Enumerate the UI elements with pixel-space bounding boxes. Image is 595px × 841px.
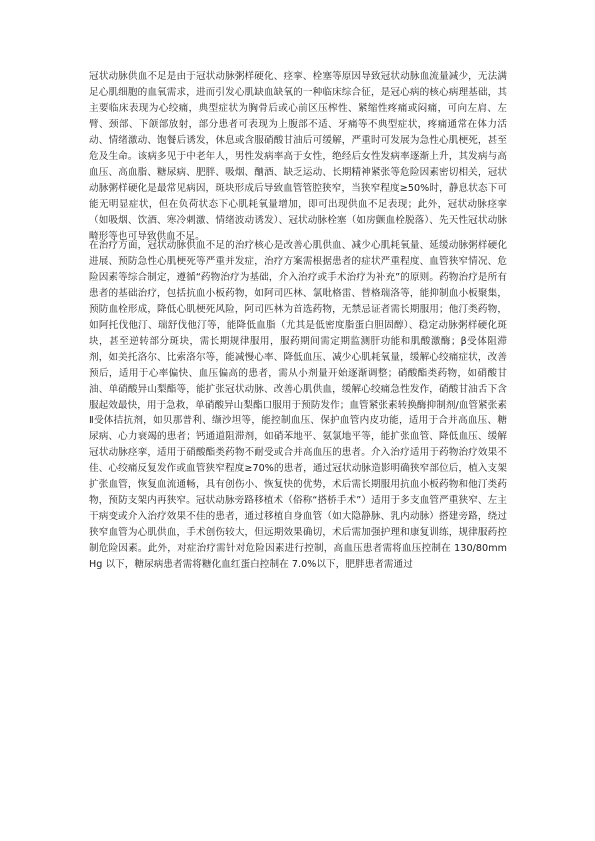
paragraph-etiology: 冠状动脉供血不足是由于冠状动脉粥样硬化、痉挛、栓塞等原因导致冠状动脉血流量减少，无法满足心肌细胞的血氧需求，进而引发心肌缺血缺氧的一种临床综合征，是冠心病的核心病理基础，其主要临床表现为心绞痛，典型症状为胸骨后或心前区压榨性、紧缩性疼痛或闷痛，可向左肩、左臂、颈部、下颌部放射，部分患者可表现为上腹部不适、牙痛等不典型症状，疼痛通常在体力活动、情绪激动、饱餐后诱发，休息或含服硝酸甘油后可缓解，严重时可发展为急性心肌梗死，甚至危及生命。该病多见于中老年人，男性发病率高于女性，绝经后女性发病率逐渐上升，其发病与高血压、高血脂、糖尿病、肥胖、吸烟、酗酒、缺乏运动、长期精神紧张等危险因素密切相关，冠状动脉粥样硬化是最常见病因，斑块形成后导致血管管腔狭窄，当狭窄程度≥50%时，静息状态下可能无明显症状，但在负荷状态下心肌耗氧量增加，即可出现供血不足表现；此外，冠状动脉痉挛（如吸烟、饮酒、寒冷刺激、情绪波动诱发）、冠状动脉栓塞（如房颤血栓脱落）、先天性冠状动脉畸形等也可导致供血不足。 (89, 71, 507, 242)
paragraph-treatment: 在治疗方面，冠状动脉供血不足的治疗核心是改善心肌供血、减少心肌耗氧量、延缓动脉粥样硬化进展、预防急性心肌梗死等严重并发症，治疗方案需根据患者的症状严重程度、血管狭窄情况、危险因素等综合制定，遵循“药物治疗为基础，介入治疗或手术治疗为补充”的原则。药物治疗是所有患者的基础治疗，包括抗血小板药物，如阿司匹林、氯吡格雷、替格瑞洛等，能抑制血小板聚集，预防血栓形成，降低心肌梗死风险，阿司匹林为首选药物，无禁忌证者需长期服用；他汀类药物，如阿托伐他汀、瑞舒伐他汀等，能降低血脂（尤其是低密度脂蛋白胆固醇）、稳定动脉粥样硬化斑块，甚至逆转部分斑块，需长期规律服用，服药期间需定期监测肝功能和肌酸激酶；β受体阻滞剂，如美托洛尔、比索洛尔等，能减慢心率、降低血压、减少心肌耗氧量，缓解心绞痛症状，改善预后，适用于心率偏快、血压偏高的患者，需从小剂量开始逐渐调整；硝酸酯类药物，如硝酸甘油、单硝酸异山梨酯等，能扩张冠状动脉、改善心肌供血，缓解心绞痛急性发作，硝酸甘油舌下含服起效最快，用于急救，单硝酸异山梨酯口服用于预防发作；血管紧张素转换酶抑制剂/血管紧张素Ⅱ受体拮抗剂，如贝那普利、缬沙坦等，能控制血压、保护血管内皮功能，适用于合并高血压、糖尿病、心力衰竭的患者；钙通道阻滞剂，如硝苯地平、氨氯地平等，能扩张血管、降低血压、缓解冠状动脉痉挛，适用于硝酸酯类药物不耐受或合并高血压的患者。介入治疗适用于药物治疗效果不佳、心绞痛反复发作或血管狭窄程度≥70%的患者，通过冠状动脉造影明确狭窄部位后，植入支架扩张血管，恢复血流通畅，具有创伤小、恢复快的优势，术后需长期服用抗血小板药物和他汀类药物，预防支架内再狭窄。冠状动脉旁路移植术（俗称“搭桥手术”）适用于多支血管严重狭窄、左主干病变或介入治疗效果不佳的患者，通过移植自身血管（如大隐静脉、乳内动脉）搭建旁路，绕过狭窄血管为心肌供血，手术创伤较大，但远期效果确切，术后需加强护理和康复训练，规律服药控制危险因素。此外，对症治疗需针对危险因素进行控制，高血压患者需将血压控制在 130/80mmHg 以下，糖尿病患者需将糖化血红蛋白控制在 7.0%以下，肥胖患者需通过 (89, 240, 507, 571)
